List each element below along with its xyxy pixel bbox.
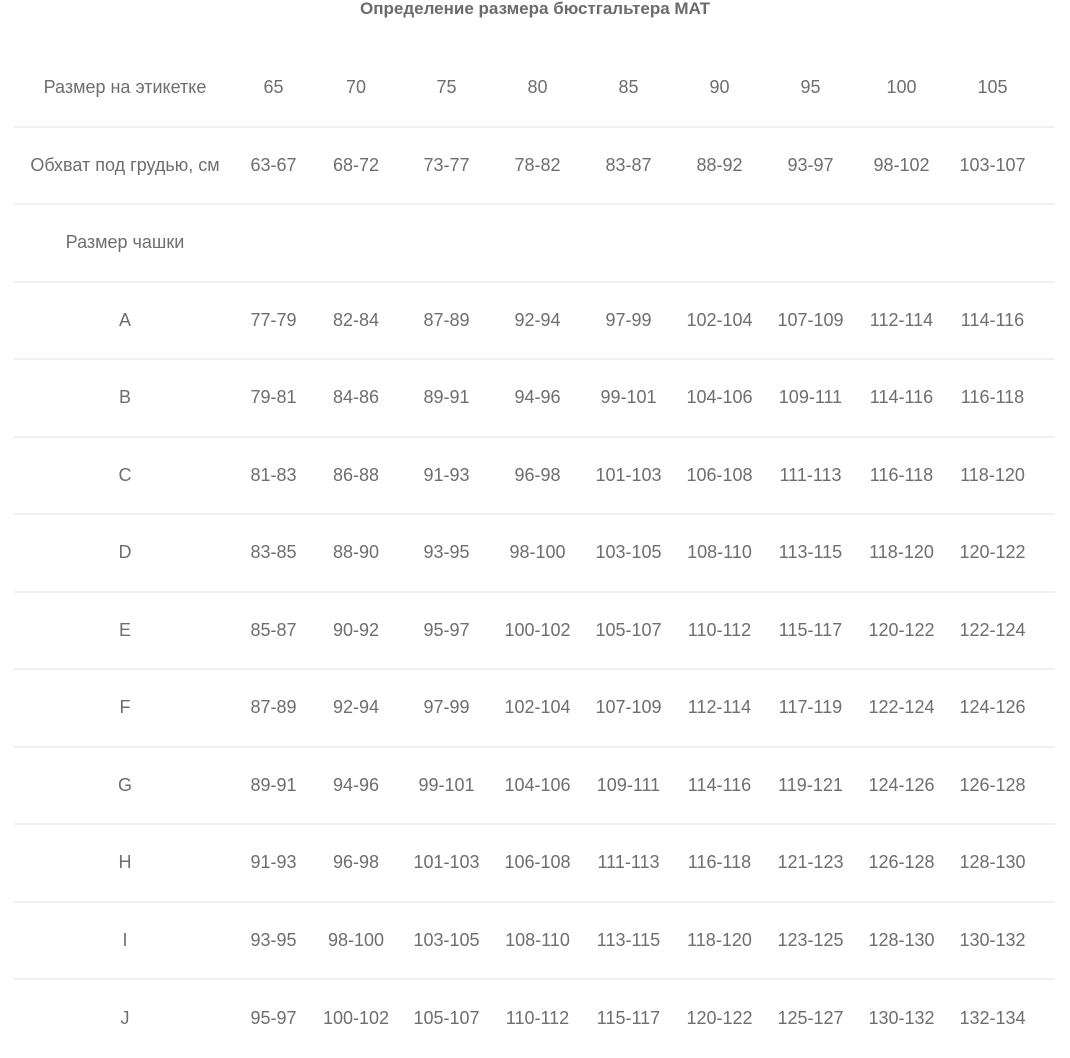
table-cell: 122-124 (959, 619, 1026, 640)
table-cell: 105-107 (595, 619, 662, 640)
table-cell: 112-114 (687, 697, 752, 718)
table-cell: 116-118 (869, 464, 934, 485)
size-table (14, 50, 1055, 1058)
table-cell: 130-132 (868, 1008, 935, 1029)
table-cell: 90 (709, 77, 730, 98)
table-cell: 114-116 (960, 309, 1025, 330)
table-row (14, 205, 1055, 283)
table-cell: 81-83 (250, 464, 297, 485)
table-cell: 121-123 (777, 852, 844, 873)
table-cell: 109-111 (778, 387, 843, 408)
table-cell: 126-128 (868, 852, 935, 873)
row-label: C (118, 464, 132, 485)
table-cell: 118-120 (869, 542, 934, 563)
table-cell: 87-89 (250, 697, 297, 718)
table-cell: 97-99 (423, 697, 470, 718)
table-cell: 126-128 (959, 774, 1026, 795)
table-cell: 106-108 (686, 464, 753, 485)
table-cell: 100-102 (322, 1008, 390, 1029)
table-cell: 85 (618, 77, 639, 98)
table-cell: 111-113 (597, 852, 660, 873)
table-cell: 92-94 (332, 697, 380, 718)
table-row (14, 825, 1055, 903)
table-cell: 79-81 (250, 387, 297, 408)
table-cell: 98-100 (509, 542, 566, 563)
table-cell: 104-106 (686, 387, 753, 408)
table-cell: 128-130 (868, 929, 935, 950)
table-row (14, 438, 1055, 516)
table-row (14, 980, 1055, 1058)
table-cell: 104-106 (504, 774, 571, 795)
row-label: D (118, 542, 132, 563)
table-cell: 123-125 (777, 929, 844, 950)
table-cell: 102-104 (686, 309, 753, 330)
table-cell: 105-107 (413, 1008, 480, 1029)
table-cell: 116-118 (687, 852, 752, 873)
table-cell: 107-109 (777, 309, 844, 330)
table-cell: 89-91 (250, 774, 297, 795)
table-cell: 103-105 (595, 542, 662, 563)
table-cell: 93-95 (423, 542, 470, 563)
table-cell: 120-122 (686, 1008, 753, 1029)
table-cell: 114-116 (687, 774, 752, 795)
table-cell: 98-102 (873, 154, 930, 175)
table-cell: 100 (886, 77, 917, 98)
table-cell: 115-117 (778, 619, 843, 640)
table-cell: 88-90 (332, 542, 380, 563)
table-cell: 103-107 (959, 154, 1026, 175)
table-cell: 124-126 (959, 697, 1026, 718)
table-cell: 113-115 (596, 929, 661, 950)
table-cell: 78-82 (514, 154, 561, 175)
table-cell: 83-85 (250, 542, 297, 563)
table-cell: 89-91 (423, 387, 470, 408)
table-cell: 68-72 (332, 154, 380, 175)
table-row (14, 50, 1055, 128)
table-cell: 82-84 (332, 309, 380, 330)
table-cell: 85-87 (250, 619, 297, 640)
table-cell: 92-94 (514, 309, 561, 330)
table-cell: 95 (800, 77, 821, 98)
table-cell: 65 (263, 77, 284, 98)
table-row (14, 748, 1055, 826)
table-cell: 122-124 (868, 697, 935, 718)
table-cell: 107-109 (595, 697, 662, 718)
table-cell: 87-89 (423, 309, 470, 330)
table-cell: 132-134 (959, 1008, 1026, 1029)
table-cell: 94-96 (332, 774, 380, 795)
table-cell: 73-77 (423, 154, 470, 175)
table-cell: 117-119 (778, 697, 843, 718)
table-cell: 115-117 (596, 1008, 661, 1029)
table-row (14, 515, 1055, 593)
table-cell: 75 (436, 77, 457, 98)
table-cell: 84-86 (332, 387, 380, 408)
table-cell: 101-103 (595, 464, 662, 485)
row-label: I (122, 929, 128, 950)
row-label: Размер на этикетке (43, 77, 207, 98)
table-cell: 80 (527, 77, 548, 98)
row-label: Обхват под грудью, см (30, 154, 220, 175)
table-cell: 118-120 (960, 464, 1025, 485)
table-cell: 94-96 (514, 387, 561, 408)
row-label: F (119, 697, 131, 718)
table-cell: 113-115 (778, 542, 843, 563)
row-label: A (118, 309, 131, 330)
table-cell: 102-104 (504, 697, 571, 718)
table-cell: 110-112 (505, 1008, 570, 1029)
table-cell: 91-93 (250, 852, 297, 873)
table-cell: 110-112 (687, 619, 752, 640)
table-cell: 125-127 (777, 1008, 844, 1029)
row-label: H (118, 852, 132, 873)
table-cell: 63-67 (250, 154, 297, 175)
table-row (14, 283, 1055, 361)
table-cell: 91-93 (423, 464, 470, 485)
table-cell: 114-116 (869, 387, 934, 408)
table-cell: 95-97 (423, 619, 470, 640)
table-cell: 101-103 (413, 852, 480, 873)
table-cell: 90-92 (332, 619, 380, 640)
table-row (14, 670, 1055, 748)
table-cell: 99-101 (600, 387, 657, 408)
row-label: E (118, 619, 131, 640)
table-row (14, 360, 1055, 438)
table-cell: 100-102 (504, 619, 571, 640)
table-cell: 103-105 (413, 929, 480, 950)
table-cell: 93-97 (787, 154, 834, 175)
table-cell: 116-118 (960, 387, 1025, 408)
table-cell: 112-114 (869, 309, 934, 330)
table-cell: 118-120 (687, 929, 752, 950)
table-cell: 109-111 (596, 774, 661, 795)
table-cell: 105 (977, 77, 1008, 98)
table-cell: 97-99 (605, 309, 652, 330)
table-cell: 119-121 (778, 774, 843, 795)
table-cell: 70 (345, 77, 367, 98)
row-label: Размер чашки (65, 232, 185, 253)
table-cell: 88-92 (696, 154, 743, 175)
table-cell: 124-126 (868, 774, 935, 795)
table-cell: 98-100 (327, 929, 385, 950)
table-cell: 120-122 (868, 619, 935, 640)
table-cell: 99-101 (418, 774, 475, 795)
table-row (14, 128, 1055, 206)
table-cell: 96-98 (514, 464, 561, 485)
page-title: Определение размера бюстгальтера MAT (360, 0, 710, 18)
table-row (14, 903, 1055, 981)
table-cell: 83-87 (605, 154, 652, 175)
row-label: J (120, 1008, 130, 1029)
table-cell: 93-95 (250, 929, 297, 950)
table-cell: 95-97 (250, 1008, 297, 1029)
table-cell: 130-132 (959, 929, 1026, 950)
table-cell: 111-113 (779, 464, 842, 485)
table-cell: 108-110 (505, 929, 570, 950)
table-row (14, 593, 1055, 671)
table-cell: 77-79 (250, 309, 297, 330)
table-cell: 106-108 (504, 852, 571, 873)
row-label: B (118, 387, 131, 408)
row-label: G (117, 774, 132, 795)
table-cell: 128-130 (959, 852, 1026, 873)
table-cell: 86-88 (332, 464, 380, 485)
table-cell: 120-122 (959, 542, 1026, 563)
table-cell: 96-98 (332, 852, 380, 873)
table-cell: 108-110 (687, 542, 752, 563)
